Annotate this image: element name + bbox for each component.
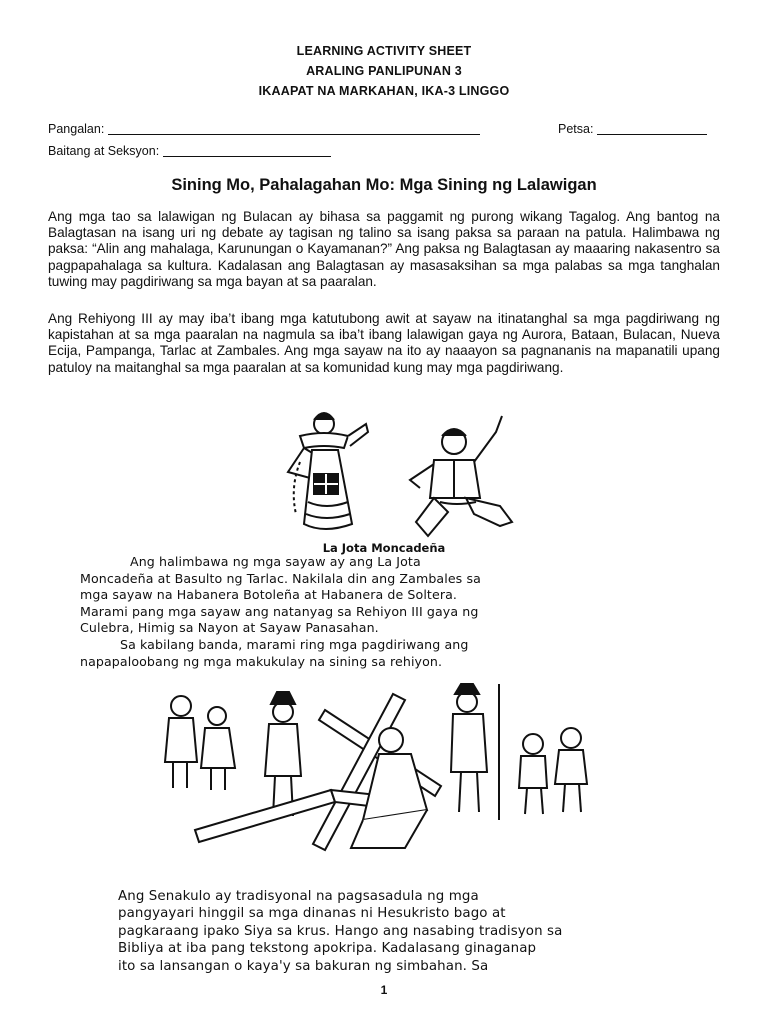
dance-text-line: mga sayaw na Habanera Botoleña at Habanera de Soltera. xyxy=(80,587,458,603)
date-blank-line[interactable] xyxy=(597,122,707,135)
dance-text-line: Moncadeña at Basulto ng Tarlac. Nakilala din ang Zambales sa xyxy=(80,570,481,586)
name-blank-line[interactable] xyxy=(108,122,480,135)
children-left-figure xyxy=(165,696,235,790)
dance-text-line: napapaloobang ng mga makukulay na sining sa rehiyon. xyxy=(80,653,443,669)
woman-dancer-figure xyxy=(288,413,368,529)
senakulo-text-line: Ang Senakulo ay tradisyonal na pagsasadula ng mga xyxy=(118,889,479,904)
dance-examples-text xyxy=(80,554,690,670)
children-right-figure xyxy=(519,728,587,814)
senakulo-text-line: pangyayari hinggil sa mga dinanas ni Hesukristo bago at xyxy=(118,906,506,922)
subject-heading: ARALING PANLIPUNAN 3 xyxy=(306,64,462,78)
lesson-title: Sining Mo, Pahalagahan Mo: Mga Sining ng Lalawigan xyxy=(171,176,597,194)
man-dancer-figure xyxy=(410,416,512,536)
image-caption-la-jota: La Jota Moncadeña xyxy=(322,541,446,555)
grade-section-field[interactable] xyxy=(48,144,331,158)
paragraph-balagtasan: Ang mga tao sa lalawigan ng Bulacan ay bihasa sa paggamit ng purong wikang Tagalog. Ang bantog na Balagtasan na isang uri ng debate ay tagisan ng talino sa isang paksa sa paraan na patula. Halimbawa ng paksa: “Alin ang mahalaga, Karunungan o Kayamanan?” Ang paksa ng Balagtasan ay maaaring nakasentro sa pagpapahalaga sa kultura. Kadalasan ang Balagtasan ay masasaksihan sa mga palabas sa mga tanghalan tuwing may pagdiriwang sa mga bayan at sa paaralan. xyxy=(48,209,720,289)
date-field[interactable] xyxy=(558,122,707,136)
dance-text-line: Marami pang mga sayaw ang natanyag sa Rehiyon III gaya ng xyxy=(80,603,479,619)
dance-text-line: Sa kabilang banda, marami ring mga pagdiriwang ang xyxy=(120,636,469,652)
grade-section-blank-line[interactable] xyxy=(163,144,331,157)
senakulo-text-line: Bibliya at iba pang tekstong apokripa. Kadalasang ginaganap xyxy=(118,941,537,957)
dance-text-line: Culebra, Himig sa Nayon at Sayaw Panasahan. xyxy=(80,620,379,636)
sheet-heading: LEARNING ACTIVITY SHEET xyxy=(296,44,472,58)
senakulo-text-line: ito sa lansangan o kaya'y sa bakuran ng simbahan. Sa xyxy=(118,958,489,974)
name-label: Pangalan: xyxy=(48,122,105,136)
senakulo-text xyxy=(118,888,562,975)
dancing-couple-illustration xyxy=(270,402,530,540)
paragraph-region-three: Ang Rehiyong III ay may iba’t ibang mga katutubong awit at sayaw na itinatanghal sa mga pagdiriwang ng kapistahan at sa mga paaralan na nagmula sa iba’t ibang lalawigan gaya ng Aurora, Bataan, Bulacan, Nueva Ecija, Pampanga, Tarlac at Zambales. Ang mga sayaw na ito ay naaayon sa pagnananis na mapanatili upang patuloy na maitanghal sa mga paaralan at sa komunidad kung may mga pagdiriwang. xyxy=(48,311,720,375)
name-field[interactable] xyxy=(48,122,480,136)
grade-section-label: Baitang at Seksyon: xyxy=(48,144,160,158)
date-label: Petsa: xyxy=(558,122,594,136)
page-number: 1 xyxy=(380,983,388,997)
quarter-week-heading: IKAAPAT NA MARKAHAN, IKA-3 LINGGO xyxy=(258,84,510,98)
senakulo-illustration xyxy=(155,680,595,870)
dance-text-line: Ang halimbawa ng mga sayaw ay ang La Jota xyxy=(130,554,421,569)
senakulo-text-line: pagkaraang ipako Siya sa krus. Hango ang nasabing tradisyon sa xyxy=(118,923,563,939)
